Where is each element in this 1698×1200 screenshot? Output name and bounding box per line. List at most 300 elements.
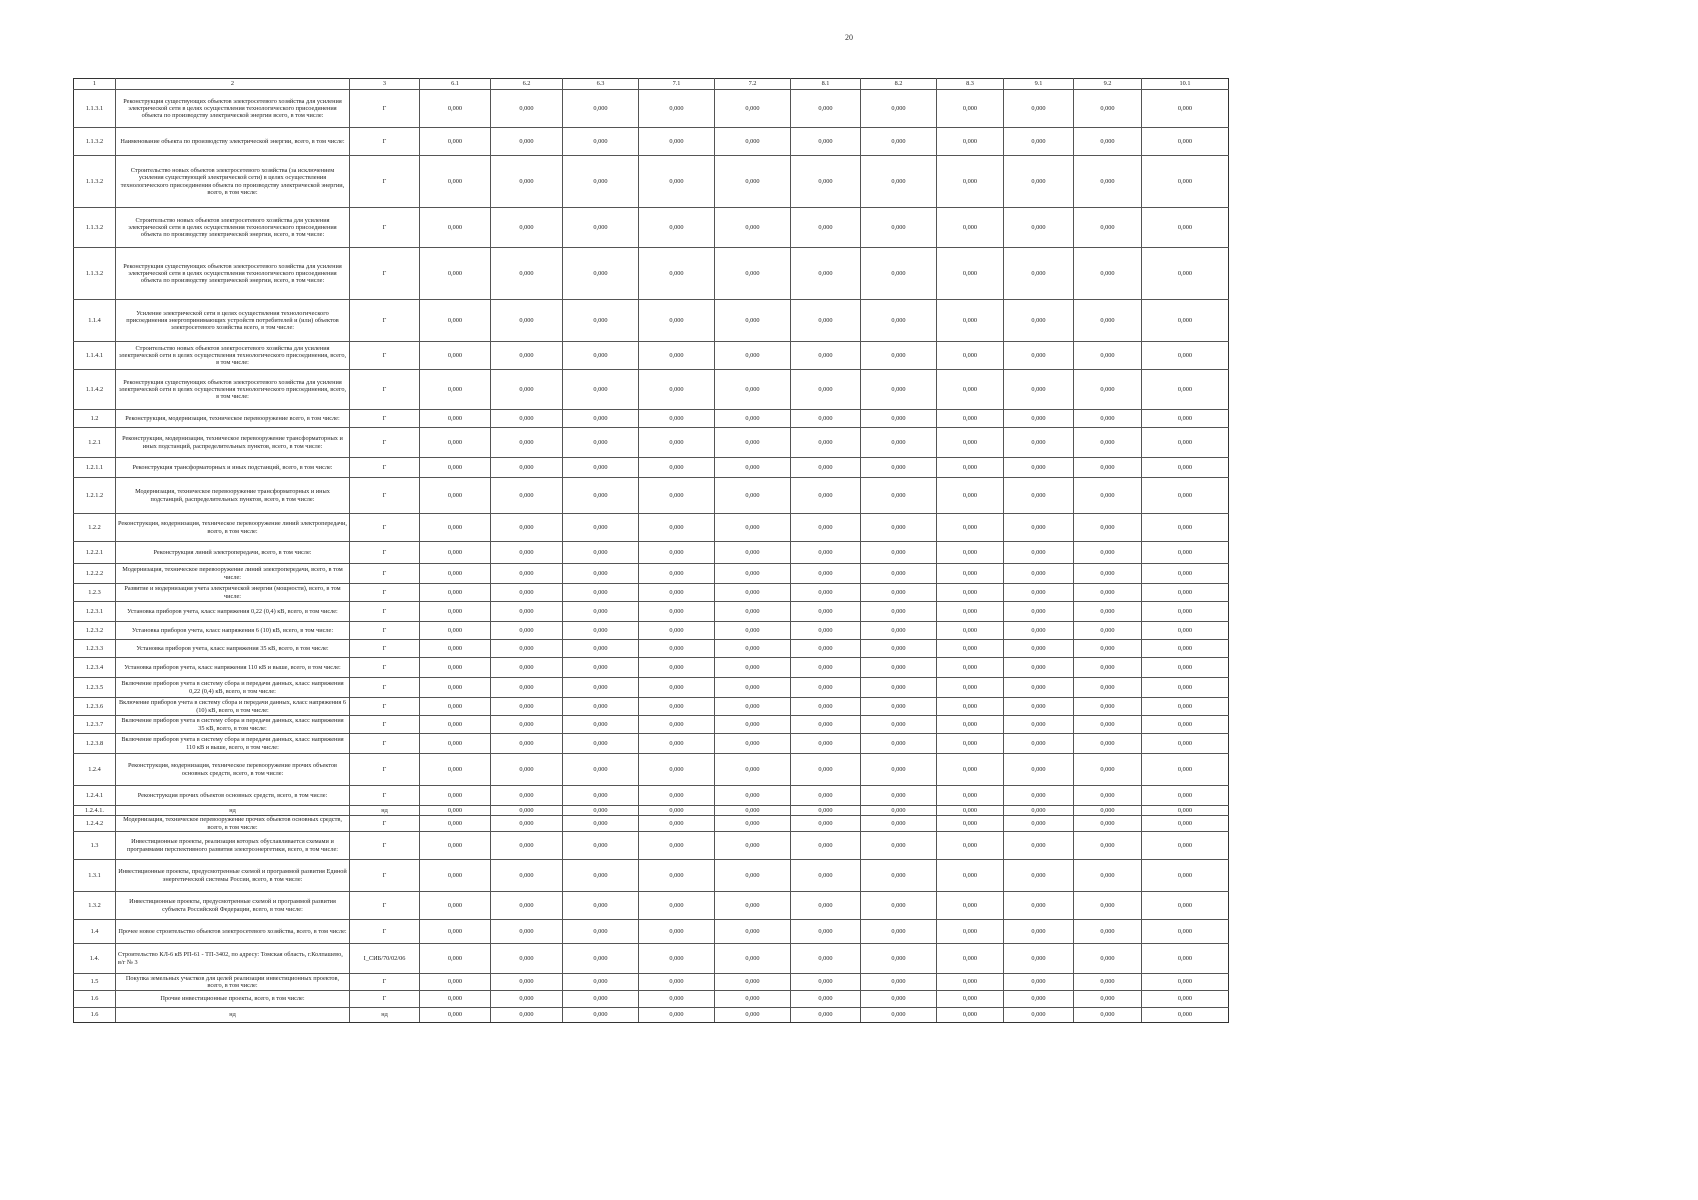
value-cell: 0,000 [791,640,861,658]
table-row [74,370,1229,410]
table-row [74,698,1229,716]
value-cell: 0,000 [1142,622,1229,640]
value-cell: 0,000 [639,816,715,832]
value-cell: 0,000 [491,734,563,754]
value-cell: 0,000 [491,678,563,698]
value-cell: 0,000 [1074,90,1142,128]
value-cell: 0,000 [491,716,563,734]
value-cell: 0,000 [861,90,937,128]
value-cell: 0,000 [715,1008,791,1023]
value-cell: 0,000 [791,370,861,410]
value-cell: 0,000 [1142,640,1229,658]
value-cell: 0,000 [937,806,1004,816]
value-cell: 0,000 [937,428,1004,458]
header-row [74,79,1229,90]
value-cell: 0,000 [639,678,715,698]
value-cell: 0,000 [491,300,563,342]
value-cell: 0,000 [1142,716,1229,734]
value-cell: 0,000 [715,128,791,156]
value-cell: 0,000 [420,428,491,458]
value-cell: 0,000 [861,602,937,622]
row-identifier: Г [350,342,420,370]
value-cell: 0,000 [420,478,491,514]
value-cell: 0,000 [420,944,491,974]
column-header: 9.1 [1004,79,1074,90]
column-header: 8.2 [861,79,937,90]
value-cell: 0,000 [1004,640,1074,658]
value-cell: 0,000 [861,892,937,920]
row-code: 1.5 [74,974,116,991]
row-code: 1.1.3.1 [74,90,116,128]
value-cell: 0,000 [861,658,937,678]
value-cell: 0,000 [1142,698,1229,716]
value-cell: 0,000 [791,458,861,478]
value-cell: 0,000 [791,658,861,678]
value-cell: 0,000 [491,208,563,248]
table-row [74,458,1229,478]
row-code: 1.2.4.1. [74,806,116,816]
value-cell: 0,000 [1074,478,1142,514]
column-header: 7.1 [639,79,715,90]
value-cell: 0,000 [1074,734,1142,754]
column-header: 2 [116,79,350,90]
row-identifier: Г [350,892,420,920]
value-cell: 0,000 [491,156,563,208]
value-cell: 0,000 [791,678,861,698]
row-identifier: Г [350,208,420,248]
value-cell: 0,000 [1074,944,1142,974]
table-row [74,754,1229,786]
value-cell: 0,000 [563,342,639,370]
value-cell: 0,000 [1004,678,1074,698]
table-row [74,944,1229,974]
value-cell: 0,000 [639,602,715,622]
table-row [74,1008,1229,1023]
value-cell: 0,000 [639,832,715,860]
table-row [74,622,1229,640]
value-cell: 0,000 [491,478,563,514]
value-cell: 0,000 [861,156,937,208]
value-cell: 0,000 [937,514,1004,542]
value-cell: 0,000 [715,944,791,974]
value-cell: 0,000 [861,370,937,410]
value-cell: 0,000 [791,920,861,944]
value-cell: 0,000 [791,944,861,974]
value-cell: 0,000 [420,816,491,832]
value-cell: 0,000 [1142,542,1229,564]
value-cell: 0,000 [491,816,563,832]
value-cell: 0,000 [1142,478,1229,514]
value-cell: 0,000 [1142,208,1229,248]
row-name: Покупка земельных участков для целей реализации инвестиционных проектов, всего, в том числе: [116,974,350,991]
value-cell: 0,000 [937,734,1004,754]
row-identifier: Г [350,584,420,602]
value-cell: 0,000 [937,698,1004,716]
value-cell: 0,000 [1074,584,1142,602]
value-cell: 0,000 [563,806,639,816]
row-code: 1.2.3.7 [74,716,116,734]
value-cell: 0,000 [1142,602,1229,622]
value-cell: 0,000 [491,786,563,806]
value-cell: 0,000 [420,300,491,342]
value-cell: 0,000 [1074,410,1142,428]
value-cell: 0,000 [1004,832,1074,860]
row-name: Реконструкция существующих объектов электросетевого хозяйства для усиления электрической сети в целях осуществления технологического присоединения объекта по производству электрической энергии, всего, в том числе: [116,248,350,300]
value-cell: 0,000 [1004,991,1074,1008]
value-cell: 0,000 [861,1008,937,1023]
value-cell: 0,000 [1004,754,1074,786]
value-cell: 0,000 [861,128,937,156]
value-cell: 0,000 [861,640,937,658]
table-row [74,584,1229,602]
value-cell: 0,000 [791,991,861,1008]
value-cell: 0,000 [861,734,937,754]
table-row [74,658,1229,678]
value-cell: 0,000 [715,754,791,786]
row-code: 1.4. [74,944,116,974]
value-cell: 0,000 [791,974,861,991]
value-cell: 0,000 [420,90,491,128]
row-code: 1.2.2.1 [74,542,116,564]
value-cell: 0,000 [563,832,639,860]
value-cell: 0,000 [1142,734,1229,754]
value-cell: 0,000 [420,991,491,1008]
value-cell: 0,000 [937,716,1004,734]
value-cell: 0,000 [563,920,639,944]
value-cell: 0,000 [1074,602,1142,622]
value-cell: 0,000 [1074,428,1142,458]
value-cell: 0,000 [420,584,491,602]
value-cell: 0,000 [715,860,791,892]
value-cell: 0,000 [420,698,491,716]
value-cell: 0,000 [491,564,563,584]
value-cell: 0,000 [1004,514,1074,542]
column-header: 6.2 [491,79,563,90]
value-cell: 0,000 [563,128,639,156]
value-cell: 0,000 [491,542,563,564]
value-cell: 0,000 [937,90,1004,128]
value-cell: 0,000 [639,944,715,974]
value-cell: 0,000 [1142,458,1229,478]
row-name: Установка приборов учета, класс напряжения 110 кВ и выше, всего, в том числе: [116,658,350,678]
value-cell: 0,000 [1074,658,1142,678]
row-identifier: Г [350,816,420,832]
row-identifier: Г [350,991,420,1008]
value-cell: 0,000 [1004,974,1074,991]
row-identifier: Г [350,300,420,342]
value-cell: 0,000 [420,564,491,584]
value-cell: 0,000 [1074,920,1142,944]
row-code: 1.1.3.2 [74,208,116,248]
value-cell: 0,000 [1142,342,1229,370]
value-cell: 0,000 [937,860,1004,892]
value-cell: 0,000 [1074,542,1142,564]
table-row [74,734,1229,754]
value-cell: 0,000 [791,622,861,640]
row-name: Реконструкция прочих объектов основных средств, всего, в том числе: [116,786,350,806]
value-cell: 0,000 [491,602,563,622]
value-cell: 0,000 [491,514,563,542]
value-cell: 0,000 [861,991,937,1008]
value-cell: 0,000 [937,1008,1004,1023]
value-cell: 0,000 [563,786,639,806]
row-identifier: Г [350,698,420,716]
row-code: 1.1.3.2 [74,248,116,300]
value-cell: 0,000 [715,991,791,1008]
value-cell: 0,000 [1142,90,1229,128]
row-name: Инвестиционные проекты, реализация которых обуславливается схемами и программами перспективного развития электроэнергетики, всего, в том числе: [116,832,350,860]
value-cell: 0,000 [639,342,715,370]
value-cell: 0,000 [861,832,937,860]
value-cell: 0,000 [639,248,715,300]
value-cell: 0,000 [937,658,1004,678]
table-row [74,832,1229,860]
value-cell: 0,000 [1074,622,1142,640]
value-cell: 0,000 [639,428,715,458]
value-cell: 0,000 [1004,478,1074,514]
row-identifier: Г [350,974,420,991]
value-cell: 0,000 [491,991,563,1008]
value-cell: 0,000 [861,716,937,734]
value-cell: 0,000 [491,920,563,944]
value-cell: 0,000 [563,622,639,640]
value-cell: 0,000 [420,342,491,370]
value-cell: 0,000 [937,974,1004,991]
value-cell: 0,000 [791,892,861,920]
value-cell: 0,000 [563,478,639,514]
value-cell: 0,000 [420,640,491,658]
value-cell: 0,000 [420,786,491,806]
column-header: 7.2 [715,79,791,90]
value-cell: 0,000 [715,478,791,514]
value-cell: 0,000 [1142,974,1229,991]
value-cell: 0,000 [639,156,715,208]
row-identifier: Г [350,602,420,622]
value-cell: 0,000 [1074,832,1142,860]
value-cell: 0,000 [420,622,491,640]
value-cell: 0,000 [937,156,1004,208]
row-name: Реконструкция, модернизация, техническое перевооружение линий электропередачи, всего, в том числе: [116,514,350,542]
row-name: Модернизация, техническое перевооружение прочих объектов основных средств, всего, в том числе: [116,816,350,832]
value-cell: 0,000 [1074,754,1142,786]
value-cell: 0,000 [1142,248,1229,300]
table-row [74,156,1229,208]
value-cell: 0,000 [563,458,639,478]
table-row [74,892,1229,920]
value-cell: 0,000 [791,734,861,754]
value-cell: 0,000 [1004,342,1074,370]
value-cell: 0,000 [937,128,1004,156]
value-cell: 0,000 [1074,1008,1142,1023]
value-cell: 0,000 [791,410,861,428]
value-cell: 0,000 [420,410,491,428]
row-name: Модернизация, техническое перевооружение линий электропередачи, всего, в том числе: [116,564,350,584]
value-cell: 0,000 [563,944,639,974]
value-cell: 0,000 [937,208,1004,248]
value-cell: 0,000 [861,514,937,542]
value-cell: 0,000 [563,816,639,832]
row-identifier: Г [350,678,420,698]
row-identifier: Г [350,564,420,584]
value-cell: 0,000 [861,428,937,458]
value-cell: 0,000 [1004,658,1074,678]
row-identifier: Г [350,640,420,658]
table-row [74,128,1229,156]
value-cell: 0,000 [1004,602,1074,622]
row-name: нд [116,1008,350,1023]
value-cell: 0,000 [563,208,639,248]
value-cell: 0,000 [1142,410,1229,428]
value-cell: 0,000 [937,410,1004,428]
value-cell: 0,000 [937,370,1004,410]
row-name: Реконструкция, модернизация, техническое перевооружение трансформаторных и иных подстанций, распределительных пунктов, всего, в том числе: [116,428,350,458]
column-header: 8.1 [791,79,861,90]
value-cell: 0,000 [861,786,937,806]
value-cell: 0,000 [715,698,791,716]
table-row [74,208,1229,248]
value-cell: 0,000 [639,786,715,806]
value-cell: 0,000 [1142,832,1229,860]
value-cell: 0,000 [861,920,937,944]
value-cell: 0,000 [639,564,715,584]
value-cell: 0,000 [563,156,639,208]
value-cell: 0,000 [420,974,491,991]
row-name: Включение приборов учета в систему сбора и передачи данных, класс напряжения 0,22 (0,4) кВ, всего, в том числе: [116,678,350,698]
value-cell: 0,000 [491,248,563,300]
value-cell: 0,000 [639,860,715,892]
value-cell: 0,000 [1142,514,1229,542]
table-row [74,342,1229,370]
table-row [74,920,1229,944]
row-name: Реконструкция, модернизация, техническое перевооружение прочих объектов основных средств, всего, в том числе: [116,754,350,786]
row-code: 1.2.3.3 [74,640,116,658]
value-cell: 0,000 [715,542,791,564]
value-cell: 0,000 [563,640,639,658]
row-name: Реконструкция трансформаторных и иных подстанций, всего, в том числе: [116,458,350,478]
value-cell: 0,000 [1142,892,1229,920]
value-cell: 0,000 [639,128,715,156]
value-cell: 0,000 [1004,786,1074,806]
row-code: 1.4 [74,920,116,944]
value-cell: 0,000 [1074,342,1142,370]
value-cell: 0,000 [491,860,563,892]
value-cell: 0,000 [1142,564,1229,584]
value-cell: 0,000 [491,944,563,974]
value-cell: 0,000 [937,920,1004,944]
row-code: 1.1.3.2 [74,128,116,156]
value-cell: 0,000 [1004,1008,1074,1023]
value-cell: 0,000 [563,860,639,892]
column-header: 6.1 [420,79,491,90]
value-cell: 0,000 [1004,892,1074,920]
value-cell: 0,000 [1142,300,1229,342]
row-identifier: нд [350,1008,420,1023]
value-cell: 0,000 [937,564,1004,584]
table-row [74,991,1229,1008]
row-code: 1.3 [74,832,116,860]
value-cell: 0,000 [861,678,937,698]
value-cell: 0,000 [937,991,1004,1008]
value-cell: 0,000 [715,428,791,458]
value-cell: 0,000 [491,370,563,410]
value-cell: 0,000 [420,860,491,892]
value-cell: 0,000 [491,410,563,428]
value-cell: 0,000 [491,754,563,786]
value-cell: 0,000 [639,974,715,991]
value-cell: 0,000 [1142,370,1229,410]
value-cell: 0,000 [1074,698,1142,716]
row-identifier: Г [350,754,420,786]
value-cell: 0,000 [791,342,861,370]
value-cell: 0,000 [639,658,715,678]
table-row [74,564,1229,584]
value-cell: 0,000 [563,974,639,991]
value-cell: 0,000 [791,816,861,832]
column-header: 3 [350,79,420,90]
value-cell: 0,000 [491,1008,563,1023]
row-name: Усиление электрической сети в целях осуществления технологического присоединения энергопринимающих устройств потребителей и (или) объектов электросетевого хозяйства всего, в том числе: [116,300,350,342]
value-cell: 0,000 [1004,698,1074,716]
value-cell: 0,000 [420,208,491,248]
value-cell: 0,000 [1074,156,1142,208]
value-cell: 0,000 [491,698,563,716]
row-code: 1.2.3.2 [74,622,116,640]
value-cell: 0,000 [1074,786,1142,806]
value-cell: 0,000 [563,584,639,602]
table-row [74,428,1229,458]
value-cell: 0,000 [639,991,715,1008]
value-cell: 0,000 [1004,208,1074,248]
table-row [74,786,1229,806]
value-cell: 0,000 [639,458,715,478]
row-code: 1.2.3.5 [74,678,116,698]
value-cell: 0,000 [791,90,861,128]
row-code: 1.2 [74,410,116,428]
value-cell: 0,000 [420,678,491,698]
value-cell: 0,000 [937,786,1004,806]
value-cell: 0,000 [715,584,791,602]
value-cell: 0,000 [420,892,491,920]
table-row [74,602,1229,622]
row-identifier: Г [350,716,420,734]
value-cell: 0,000 [1142,944,1229,974]
value-cell: 0,000 [1074,892,1142,920]
value-cell: 0,000 [1074,816,1142,832]
row-identifier: Г [350,622,420,640]
value-cell: 0,000 [491,90,563,128]
value-cell: 0,000 [1142,428,1229,458]
value-cell: 0,000 [937,458,1004,478]
value-cell: 0,000 [491,974,563,991]
value-cell: 0,000 [715,564,791,584]
value-cell: 0,000 [715,602,791,622]
row-name: Реконструкция существующих объектов электросетевого хозяйства для усиления электрической сети в целях осуществления технологического присоединения объекта по производству электрической энергии всего, в том числе: [116,90,350,128]
table-row [74,248,1229,300]
value-cell: 0,000 [715,514,791,542]
value-cell: 0,000 [715,716,791,734]
value-cell: 0,000 [420,156,491,208]
value-cell: 0,000 [491,806,563,816]
value-cell: 0,000 [1004,920,1074,944]
value-cell: 0,000 [1142,584,1229,602]
row-name: Развитие и модернизация учета электрической энергии (мощности), всего, в том числе: [116,584,350,602]
value-cell: 0,000 [1142,860,1229,892]
value-cell: 0,000 [491,584,563,602]
value-cell: 0,000 [639,410,715,428]
value-cell: 0,000 [791,806,861,816]
table-row [74,678,1229,698]
table-row [74,410,1229,428]
